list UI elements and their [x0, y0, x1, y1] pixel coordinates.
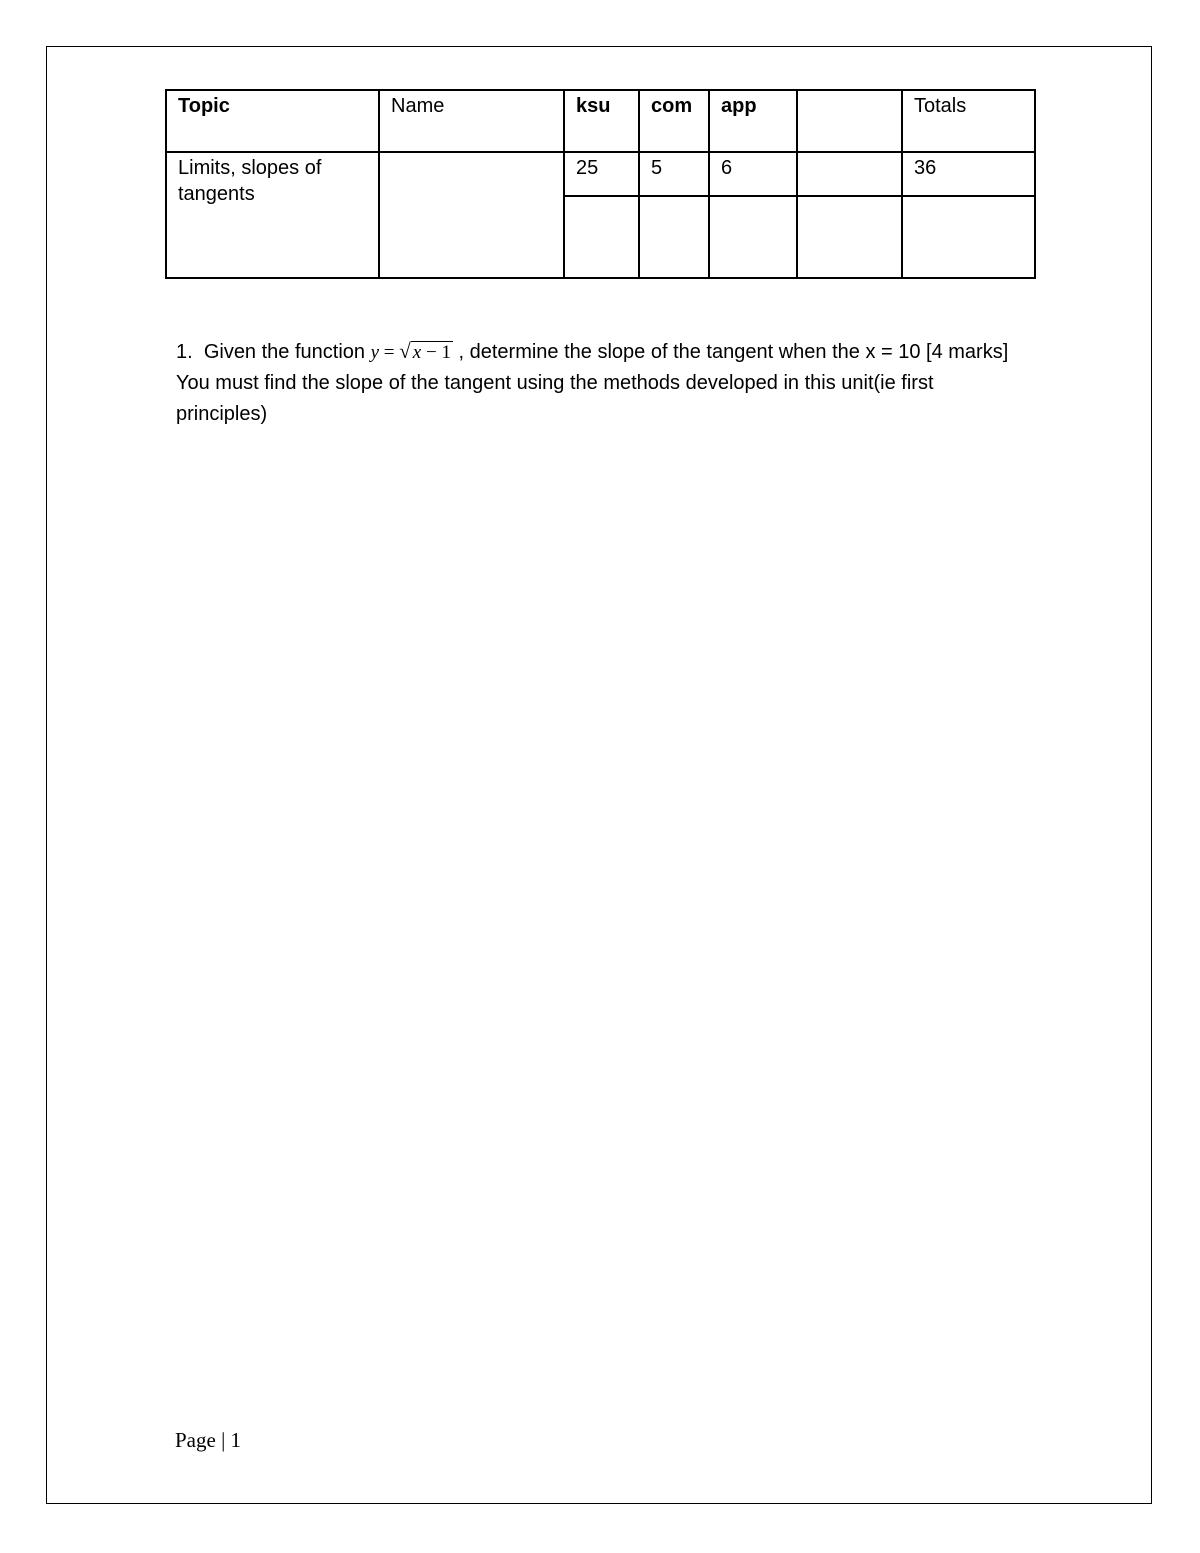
table-row: [166, 152, 1035, 196]
topic-cell: Limits, slopes of tangents: [166, 152, 379, 278]
sqrt-symbol: √: [399, 339, 411, 363]
marks-table: [165, 89, 1036, 279]
equation-equals: =: [383, 342, 395, 363]
totals-score-cell: [902, 196, 1035, 278]
table-header-row: [166, 90, 1035, 152]
radicand-var: x: [412, 342, 422, 363]
question-text-after: , determine the slope of the tangent when the x = 10 [4 marks] You must find the slope of the tangent using the methods developed in this unit(ie first principles): [176, 341, 1009, 425]
radicand-const: 1: [441, 342, 451, 363]
header-totals: Totals: [902, 90, 1035, 152]
header-com: com: [639, 90, 709, 152]
radicand-minus: −: [425, 342, 437, 363]
blank-score-cell: [797, 196, 902, 278]
header-app: app: [709, 90, 797, 152]
question-text-before: Given the function: [203, 341, 366, 363]
function-equation: [370, 339, 453, 363]
ksu-available-cell: 25: [564, 152, 639, 196]
radicand: [411, 341, 453, 363]
com-score-cell: [639, 196, 709, 278]
app-available-cell: 6: [709, 152, 797, 196]
ksu-score-cell: [564, 196, 639, 278]
app-score-cell: [709, 196, 797, 278]
header-blank: [797, 90, 902, 152]
com-available-cell: 5: [639, 152, 709, 196]
header-name: Name: [379, 90, 564, 152]
header-ksu: ksu: [564, 90, 639, 152]
equation-lhs: y: [370, 342, 380, 363]
header-topic: Topic: [166, 90, 379, 152]
question-number: 1.: [176, 341, 193, 363]
question-1: [176, 336, 1016, 430]
page-number-footer: Page | 1: [175, 1428, 242, 1452]
totals-available-cell: 36: [902, 152, 1035, 196]
name-cell: [379, 152, 564, 278]
blank-available-cell: [797, 152, 902, 196]
